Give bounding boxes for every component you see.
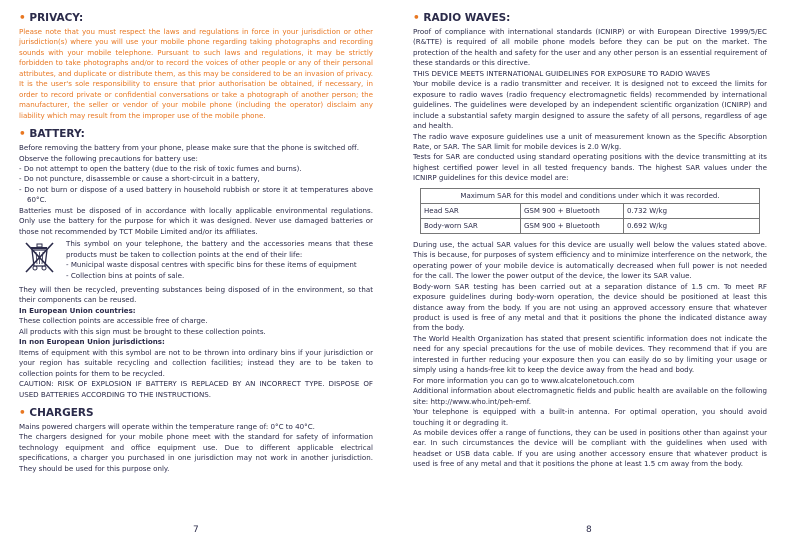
radio-paragraph: Your telephone is equipped with a built-in antenna. For optimal operation, you should avoid touching it or degrading it. bbox=[413, 407, 767, 427]
radio-paragraph: Additional information about electromagnetic fields and public health are available on the following site: http://www.who.int/peh-emf. bbox=[413, 386, 767, 406]
symbol-item: - Municipal waste disposal centres with specific bins for these items of equipment bbox=[66, 260, 357, 270]
battery-item: - Do not burn or dispose of a used battery in household rubbish or store it at temperatures above 60°C. bbox=[19, 184, 373, 205]
radio-paragraph: For more information you can go to www.alcatelonetouch.com bbox=[413, 375, 635, 385]
left-page bbox=[19, 12, 373, 474]
page-number-right: 8 bbox=[586, 525, 592, 535]
crossed-out-wheeled-bin-icon bbox=[22, 239, 58, 275]
privacy-heading: • PRIVACY: bbox=[19, 12, 84, 24]
bullet-icon: • bbox=[19, 12, 30, 24]
bullet-icon: • bbox=[19, 128, 30, 141]
recycling-symbol-block bbox=[19, 239, 373, 281]
battery-heading: • BATTERY: bbox=[19, 128, 85, 141]
battery-item: - Do not attempt to open the battery (due to the risk of toxic fumes and burns). bbox=[19, 163, 302, 173]
bullet-icon: • bbox=[413, 12, 424, 24]
eu-text: All products with this sign must be brought to these collection points. bbox=[19, 326, 266, 336]
recycle-text: They will then be recycled, preventing substances being disposed of in the environment, so that their components can be reused. bbox=[19, 284, 373, 305]
table-cell: Body-worn SAR bbox=[421, 218, 521, 233]
radio-paragraph: The radio wave exposure guidelines use a unit of measurement known as the Specific Absorption Rate, or SAR. The SAR limit for mobile devices is 2.0 W/kg. bbox=[413, 131, 767, 151]
privacy-text: Please note that you must respect the laws and regulations in force in your jurisdiction or other jurisdiction(s) where you will use your mobile phone regarding taking photographs and recording sounds with your mobile telephone. Pursuant to such laws and regulations, it may be strictly forbidden to take photographs and/or to record the voices of other people or any of their personal attributes, and duplicate or distribute them, as this may be considered to be an invasion of privacy. It is the user's sole responsibility to ensure that prior authorisation be obtained, if necessary, in order to record private or confidential conversations or take a photograph of another person; the manufacturer, the seller or vendor of your mobile phone (including the operator) disclaim any liability which may result from the improper use of the mobile phone. bbox=[19, 27, 373, 120]
eu-text: These collection points are accessible free of charge. bbox=[19, 316, 208, 326]
radio-paragraph: During use, the actual SAR values for this device are usually well below the values stated above. This is because, for purposes of system efficiency and to minimize interference on the network, the operating power of your mobile device is automatically decreased when full power is not needed for the call. The lower the power output of the device, the lower its SAR value. bbox=[413, 239, 767, 281]
sar-table-header: Maximum SAR for this model and conditions under which it was recorded. bbox=[421, 188, 760, 203]
table-cell: Head SAR bbox=[421, 203, 521, 218]
non-eu-heading: In non European Union jurisdictions: bbox=[19, 337, 165, 347]
battery-item: - Do not puncture, disassemble or cause a short-circuit in a battery, bbox=[19, 174, 260, 184]
page-number-left: 7 bbox=[193, 525, 199, 535]
radio-paragraph: THIS DEVICE MEETS INTERNATIONAL GUIDELINES FOR EXPOSURE TO RADIO WAVES bbox=[413, 68, 711, 78]
symbol-item: - Collection bins at points of sale. bbox=[66, 270, 185, 280]
radio-paragraph: Tests for SAR are conducted using standard operating positions with the device transmitting at its highest certified power level in all tested frequency bands. The highest SAR values under the ICNIRP guidelines for this device model are: bbox=[413, 152, 767, 183]
non-eu-text: Items of equipment with this symbol are not to be thrown into ordinary bins if your jurisdiction or your region has suitable recycling and collection facilities; instead they are to be taken to collection points for them to be recycled. bbox=[19, 347, 373, 378]
right-page bbox=[413, 12, 767, 470]
table-row bbox=[421, 203, 760, 218]
radio-waves-heading: • RADIO WAVES: bbox=[413, 12, 511, 24]
radio-paragraph: Your mobile device is a radio transmitter and receiver. It is designed not to exceed the limits for exposure to radio waves (radio frequency electromagnetic fields) recommended by international guidelines. The guidelines were developed by an independent scientific organization (ICNIRP) and include a substantial safety margin designed to assure the safety of all persons, regardless of age and health. bbox=[413, 79, 767, 131]
symbol-description: This symbol on your telephone, the battery and the accessories means that these products must be taken to collection points at the end of their life: bbox=[66, 239, 373, 259]
table-row bbox=[421, 188, 760, 203]
sar-table bbox=[420, 188, 760, 234]
table-cell: 0.732 W/kg bbox=[624, 203, 760, 218]
radio-paragraph: Proof of compliance with international standards (ICNIRP) or with European Directive 1999/5/EC (R&TTE) is required of all mobile phone models before they can be put on the market. The protection of the health and safety for the user and any other person is an essential requirement of these standards or this directive. bbox=[413, 27, 768, 68]
radio-paragraph: Body-worn SAR testing has been carried out at a separation distance of 1.5 cm. To meet RF exposure guidelines during body-worn operation, the device should be positioned at least this distance away from the body. If you are not using an approved accessory ensure that whatever product is used is free of any metal and that it positions the phone the indicated distance away from the body. bbox=[413, 281, 767, 333]
battery-disposal: Batteries must be disposed of in accordance with locally applicable environmental regulations. Only use the battery for the purpose for which it was designed. Never use damaged batteries or those not recommended by TCT Mobile Limited and/or its affiliates. bbox=[19, 205, 373, 236]
battery-intro-1: Before removing the battery from your phone, please make sure that the phone is switched off. bbox=[19, 143, 359, 153]
caution-text: CAUTION: RISK OF EXPLOSION IF BATTERY IS REPLACED BY AN INCORRECT TYPE. DISPOSE OF USED BATTERIES ACCORDING TO THE INSTRUCTIONS. bbox=[19, 379, 373, 399]
battery-intro-2: Observe the following precautions for battery use: bbox=[19, 153, 198, 163]
table-cell: GSM 900 + Bluetooth bbox=[521, 203, 624, 218]
eu-heading: In European Union countries: bbox=[19, 305, 136, 315]
radio-paragraph: As mobile devices offer a range of functions, they can be used in positions other than against your ear. In such circumstances the device will be compliant with the guidelines when used with headset or USB data cable. If you are using another accessory ensure that whatever product is used is free of any metal and that it positions the phone at least 1.5 cm away from the body. bbox=[413, 427, 767, 469]
chargers-heading: • CHARGERS bbox=[19, 406, 94, 419]
bullet-icon: • bbox=[19, 406, 30, 419]
radio-paragraph: The World Health Organization has stated that present scientific information does not indicate the need for any special precautions for the use of mobile devices. They recommend that if you are interested in further reducing your exposure then you can easily do so by limiting your usage or simply using a hands-free kit to keep the device away from the head and body. bbox=[413, 333, 767, 375]
table-cell: 0.692 W/kg bbox=[624, 218, 760, 233]
table-cell: GSM 900 + Bluetooth bbox=[521, 218, 624, 233]
chargers-text: The chargers designed for your mobile phone meet with the standard for safety of information technology equipment and office equipment use. Due to different applicable electrical specifications, a charger you purchased in one jurisdiction may not work in another jurisdiction. They should be used for this purpose only. bbox=[19, 432, 373, 473]
chargers-text: Mains powered chargers will operate within the temperature range of: 0°C to 40°C. bbox=[19, 421, 315, 431]
table-row bbox=[421, 218, 760, 233]
